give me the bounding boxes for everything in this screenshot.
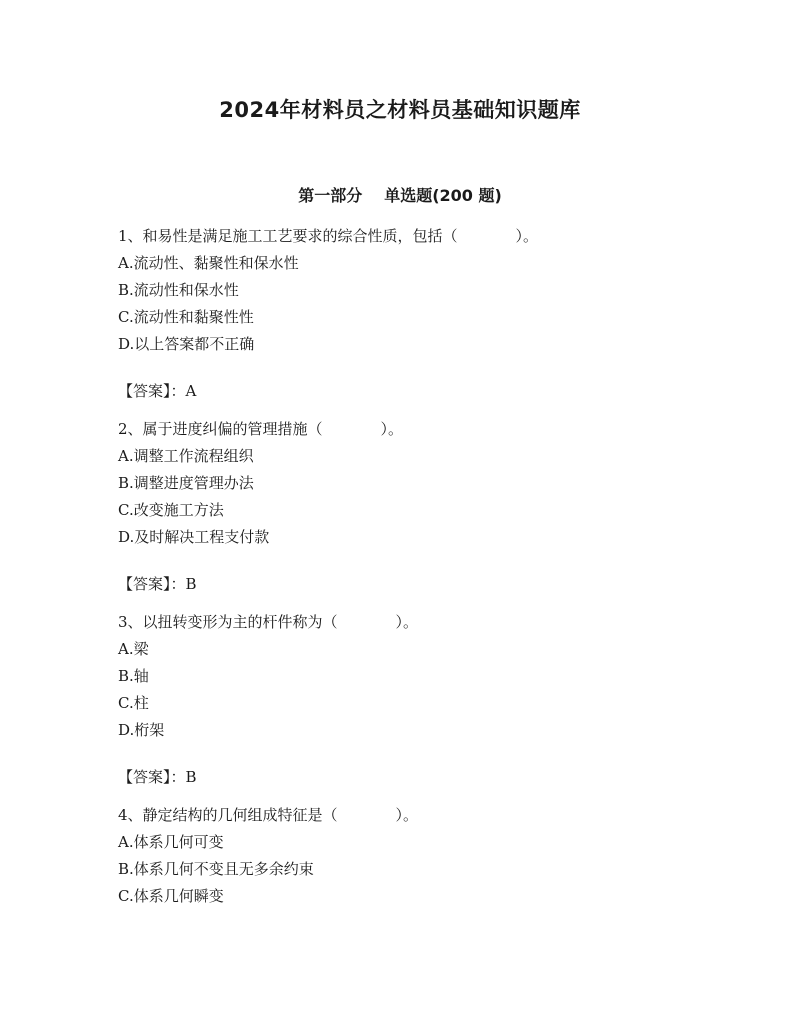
- option-c: C.体系几何瞬变: [118, 887, 224, 905]
- option-a: A.调整工作流程组织: [118, 447, 254, 465]
- question-4: [118, 802, 738, 910]
- question-stem: 3、以扭转变形为主的杆件称为（ ）。: [118, 613, 419, 631]
- section-name: 单选题(200 题): [384, 186, 502, 205]
- option-c: C.改变施工方法: [118, 501, 224, 519]
- question-1: [118, 223, 738, 405]
- option-d: D.桁架: [118, 721, 165, 739]
- option-c: C.柱: [118, 694, 149, 712]
- option-b: B.调整进度管理办法: [118, 474, 254, 492]
- option-b: B.体系几何不变且无多余约束: [118, 860, 314, 878]
- option-d: D.以上答案都不正确: [118, 335, 255, 353]
- option-b: B.轴: [118, 667, 149, 685]
- question-2: [118, 416, 738, 598]
- question-list: [118, 223, 738, 910]
- section-part: 第一部分: [298, 186, 363, 205]
- option-a: A.流动性、黏聚性和保水性: [118, 254, 299, 272]
- answer-line: 【答案】：A: [118, 382, 197, 400]
- option-a: A.梁: [118, 640, 149, 658]
- answer-value: A: [185, 382, 197, 400]
- option-a: A.体系几何可变: [118, 833, 224, 851]
- option-c: C.流动性和黏聚性性: [118, 308, 254, 326]
- question-stem: 1、和易性是满足施工工艺要求的综合性质，包括（ ）。: [118, 227, 539, 245]
- question-stem: 2、属于进度纠偏的管理措施（ ）。: [118, 420, 404, 438]
- answer-line: 【答案】：B: [118, 575, 197, 593]
- answer-line: 【答案】：B: [118, 768, 197, 786]
- document-title: 2024年材料员之材料员基础知识题库: [219, 98, 581, 122]
- question-3: [118, 609, 738, 791]
- question-stem: 4、静定结构的几何组成特征是（ ）。: [118, 806, 419, 824]
- answer-value: B: [185, 768, 197, 786]
- option-b: B.流动性和保水性: [118, 281, 239, 299]
- answer-value: B: [185, 575, 197, 593]
- section-heading: [0, 183, 800, 206]
- option-d: D.及时解决工程支付款: [118, 528, 270, 546]
